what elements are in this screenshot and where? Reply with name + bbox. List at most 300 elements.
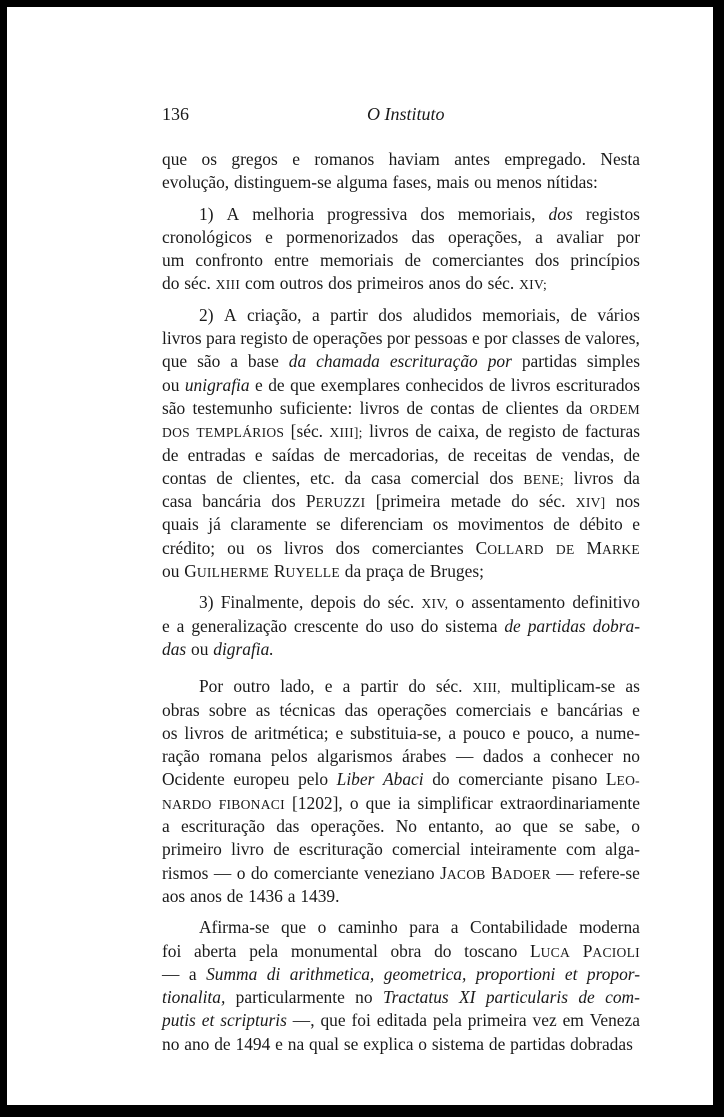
word: distinguem-se (233, 172, 332, 193)
word: vez (532, 1010, 557, 1031)
word: cronológicos (162, 226, 252, 247)
word: débito (579, 514, 623, 535)
text-line (162, 862, 640, 885)
word: comercial (410, 467, 480, 488)
word: nítidas: (546, 172, 598, 193)
word: caixa, (438, 421, 480, 442)
word: escrituração (389, 351, 478, 372)
word: do (250, 862, 269, 883)
word: na (287, 1033, 305, 1054)
word: A (226, 203, 240, 224)
word: partidas (527, 615, 586, 636)
word: GUILHERME (184, 561, 270, 582)
word: XIV, (421, 596, 449, 612)
word: aos (162, 885, 186, 906)
word: aberta (194, 940, 237, 961)
word: depois (310, 592, 356, 613)
word: de (292, 328, 309, 349)
text-line (162, 397, 640, 420)
word: PERUZZI (305, 491, 366, 512)
word: do (432, 769, 450, 790)
word: do (363, 592, 381, 613)
word: primeiros (357, 273, 424, 294)
word: Bruges; (429, 561, 484, 582)
word: veneziano (364, 862, 435, 883)
word: bancárias (557, 699, 623, 720)
word: haviam (388, 149, 440, 169)
word: DOS (162, 425, 190, 441)
word: partidas (521, 351, 577, 372)
word: outro (233, 676, 271, 697)
word: por (487, 351, 512, 372)
word: a (580, 722, 589, 743)
word: 1439. (300, 885, 340, 906)
word: di (266, 963, 281, 984)
word: gregos (231, 149, 278, 169)
word: metade (450, 491, 501, 512)
word: a (230, 351, 238, 372)
word: [1202], (292, 792, 343, 813)
word: dos (548, 203, 573, 224)
text-line (162, 722, 640, 745)
word: Contabilidade (469, 917, 568, 938)
word: primeira (467, 1010, 527, 1031)
word: séc. (538, 491, 566, 512)
word: de (273, 839, 290, 860)
word: caminho (337, 917, 398, 938)
word: No (395, 816, 417, 837)
word: romana (209, 746, 262, 767)
word: definitivo (572, 592, 640, 613)
word: XIII]; (329, 425, 363, 441)
text-line (162, 675, 640, 698)
word: XIII (215, 277, 241, 293)
word: da (565, 397, 583, 418)
word: uso (389, 615, 414, 636)
word: de (578, 987, 595, 1008)
word: multiplicam-se (510, 676, 616, 697)
word: particularmente (235, 987, 345, 1008)
word: vários (597, 304, 640, 325)
word: o (349, 792, 359, 813)
word: 3) (199, 592, 214, 613)
word: aritmética; (254, 722, 329, 743)
text-line (162, 963, 640, 986)
word: árabes (402, 746, 447, 767)
word: operações. (310, 816, 385, 837)
text-line (162, 745, 640, 768)
word: aludidos (412, 304, 472, 325)
word: sobre (208, 699, 247, 720)
word: de (570, 304, 587, 325)
word: chamada (316, 351, 380, 372)
word: livros (184, 722, 224, 743)
word: que (365, 792, 391, 813)
word: JACOB (440, 862, 486, 883)
word: ou (191, 638, 209, 659)
word: entanto, (428, 816, 484, 837)
word: pisano (551, 769, 598, 790)
word: de (535, 444, 553, 465)
text-line (162, 203, 640, 226)
word: são (197, 351, 221, 372)
word: 2) (199, 304, 214, 325)
page-number: 136 (162, 104, 189, 124)
word: XIII, (472, 680, 501, 696)
word: livros (573, 467, 614, 488)
word: com- (605, 987, 640, 1008)
word: classes (511, 328, 561, 349)
word: registos (585, 203, 640, 224)
word: simplificar (417, 792, 493, 813)
word: e (162, 615, 170, 636)
word: o (455, 592, 465, 613)
text-line (162, 490, 640, 513)
word: — (162, 963, 180, 984)
word: receitas (473, 444, 527, 465)
word: foi (351, 1010, 371, 1031)
word: dos (378, 304, 403, 325)
word: das (276, 816, 300, 837)
word: livros (162, 328, 202, 349)
word: as (625, 676, 640, 697)
word: simples (586, 351, 640, 372)
word: pouco (462, 722, 506, 743)
word: da (344, 561, 362, 582)
text-line (162, 148, 640, 171)
word: memoriais (320, 250, 394, 271)
word: comerciante (458, 769, 544, 790)
word: comerciantes (432, 250, 524, 271)
word: de (404, 250, 422, 271)
word: refere-se (579, 862, 640, 883)
text-line (162, 885, 640, 908)
word: do (162, 273, 180, 294)
word: de (485, 421, 502, 442)
word: com (565, 839, 596, 860)
word: o (236, 862, 246, 883)
word: nume- (595, 722, 640, 743)
word: e (255, 374, 263, 395)
word: rismos (162, 862, 209, 883)
word: XIV; (519, 277, 548, 293)
word: escrituração (180, 816, 265, 837)
word: memoriais, (457, 203, 536, 224)
word: antes (454, 149, 490, 169)
word: para (206, 328, 236, 349)
text-line (162, 1009, 640, 1032)
word: e (324, 676, 333, 697)
word: a (342, 676, 351, 697)
word: entre (274, 250, 309, 271)
word: que (522, 816, 548, 837)
text-line (162, 940, 640, 963)
text-line (162, 768, 640, 791)
text-line (162, 916, 640, 939)
word: pelos (270, 746, 308, 767)
word: claramente (230, 514, 307, 535)
word: que (162, 149, 188, 169)
word: ia (397, 792, 411, 813)
text-line (162, 699, 640, 722)
word: scripturis (220, 1010, 287, 1031)
word: pouco, (527, 722, 574, 743)
text-line (162, 1033, 640, 1056)
word: casa (370, 467, 401, 488)
word: livros (359, 397, 400, 418)
word: clientes (505, 397, 559, 418)
text-line (162, 327, 640, 350)
word: quais (162, 514, 199, 535)
word: 1) (199, 203, 214, 224)
word: de (214, 1033, 231, 1054)
word: propor- (586, 963, 640, 984)
word: o (418, 1033, 427, 1054)
word: do (511, 491, 529, 512)
page-header (162, 104, 640, 128)
word: clientes, (242, 467, 301, 488)
word: Summa (206, 963, 258, 984)
word: 1436 (248, 885, 283, 906)
word: do (420, 615, 439, 636)
word: a (533, 746, 541, 767)
word: escrituração (298, 839, 383, 860)
word: [séc. (290, 421, 324, 442)
word: no (355, 987, 373, 1008)
word: dos (420, 203, 445, 224)
word: pelo (298, 769, 329, 790)
word: do (365, 615, 383, 636)
word: europeu (233, 769, 290, 790)
body-text (162, 148, 640, 1064)
word: da (623, 467, 640, 488)
word: se (559, 816, 574, 837)
word: dobradas (570, 1033, 633, 1054)
word: moderna (579, 917, 640, 938)
word: dobra- (592, 615, 640, 636)
word: assentamento (471, 592, 566, 613)
word: contas (430, 397, 475, 418)
word: Nesta (600, 149, 640, 169)
word: nos (615, 491, 640, 512)
word: Abaci (383, 769, 424, 790)
word: que (281, 917, 307, 938)
word: FIBONACI (218, 796, 285, 812)
word: tionalita, (162, 987, 226, 1008)
word: contas (162, 467, 207, 488)
word: já (208, 514, 221, 535)
word: livro (231, 839, 264, 860)
word: de (216, 467, 233, 488)
word: das (162, 638, 187, 659)
word: de (488, 1033, 506, 1054)
paragraph (162, 304, 640, 584)
word: praça (366, 561, 404, 582)
word: pela (249, 940, 279, 961)
word: testemunho (192, 397, 273, 418)
word: particularis (485, 987, 568, 1008)
text-line (162, 304, 640, 327)
word: que (162, 351, 188, 372)
text-line (162, 838, 640, 861)
word: os (201, 149, 217, 169)
word: do (434, 940, 452, 961)
word: operações, (448, 226, 522, 247)
word: de (447, 444, 465, 465)
word: geometrica, (383, 963, 467, 984)
word: sistema (431, 1033, 485, 1054)
word: registo (240, 328, 288, 349)
paragraph (162, 916, 640, 1056)
word: a (311, 304, 320, 325)
word: a (162, 816, 170, 837)
word: e (265, 226, 273, 247)
word: dos (328, 273, 353, 294)
word: explica (363, 1033, 414, 1054)
word: LUCA (529, 940, 571, 961)
word: monumental (290, 940, 378, 961)
word: vendas, (561, 444, 615, 465)
word: partidas (510, 1033, 566, 1054)
word: no (622, 746, 640, 767)
text-line (162, 513, 640, 536)
word: séc. (387, 592, 415, 613)
word: a (176, 615, 185, 636)
word: e (632, 699, 640, 720)
word: se (343, 1033, 359, 1054)
word: de (562, 421, 579, 442)
word: confronto (195, 250, 263, 271)
word: putis (162, 1010, 196, 1031)
text-line (162, 467, 640, 490)
word: [primeira (375, 491, 441, 512)
word: de (226, 885, 244, 906)
word: alguma (336, 172, 388, 193)
word: pormenorizados (286, 226, 399, 247)
word: as (255, 699, 271, 720)
word: TEMPLÁRIOS (196, 425, 285, 441)
word: casa (162, 491, 192, 512)
text-line (162, 420, 640, 443)
word: toscano (464, 940, 518, 961)
text-line (162, 249, 640, 272)
word: — (556, 862, 574, 883)
word: generalização (191, 615, 287, 636)
word: ou (162, 561, 180, 582)
word: e (254, 444, 263, 465)
word: de (268, 374, 285, 395)
word: movimentos (457, 514, 544, 535)
word: de (623, 444, 640, 465)
word: dos (489, 467, 514, 488)
word: e (292, 149, 300, 169)
word: Por (199, 676, 224, 697)
word: criação, (246, 304, 302, 325)
word: ano (184, 1033, 210, 1054)
word: base (247, 351, 279, 372)
word: e (512, 722, 521, 743)
word: princípios (570, 250, 640, 271)
word: memoriais, (482, 304, 561, 325)
word: a (450, 917, 459, 938)
word: por (386, 328, 411, 349)
text-line (162, 226, 640, 249)
word: conhecidos (405, 374, 484, 395)
word: livros (510, 374, 551, 395)
word: de (564, 328, 581, 349)
word: de (415, 421, 432, 442)
word: entradas (187, 444, 246, 465)
word: da (288, 351, 307, 372)
word: exemplares (320, 374, 400, 395)
word: se (316, 514, 331, 535)
word: ORDEM (589, 401, 640, 417)
word: outros (279, 273, 324, 294)
word: comerciantes (371, 537, 464, 558)
text-line (162, 560, 640, 583)
word: extraordinariamente (499, 792, 640, 813)
word: e (540, 699, 549, 720)
word: Finalmente, (220, 592, 304, 613)
word: RUYELLE (273, 561, 340, 582)
word: séc. (487, 273, 515, 294)
word: operações (312, 328, 383, 349)
word: séc. (435, 676, 463, 697)
word: dados (482, 746, 524, 767)
word: melhoria (252, 203, 315, 224)
word: livros (284, 537, 324, 558)
word: mais (436, 172, 470, 193)
word: — (213, 862, 232, 883)
text-line (162, 615, 640, 638)
word: et (564, 963, 578, 984)
word: NARDO (162, 796, 212, 812)
word: MARKE (586, 537, 640, 558)
word: de (553, 514, 570, 535)
word: da (344, 467, 362, 488)
word: alga- (605, 839, 640, 860)
word: inteiramente (469, 839, 557, 860)
word: bancária (202, 491, 262, 512)
word: que (290, 374, 316, 395)
word: evolução, (162, 172, 230, 193)
word: com (244, 273, 275, 294)
word: no (162, 1033, 180, 1054)
word: proportioni (475, 963, 556, 984)
word: de (162, 444, 179, 465)
word: fases, (392, 172, 432, 193)
word: qual (309, 1033, 339, 1054)
word: saídas (271, 444, 315, 465)
word: XIV] (575, 495, 606, 511)
text-line (162, 638, 640, 661)
word: DE (555, 541, 575, 557)
word: primeiro (162, 839, 222, 860)
word: comerciais (455, 699, 532, 720)
word: técnicas (279, 699, 336, 720)
word: por (484, 328, 508, 349)
word: 1494 (235, 1033, 271, 1054)
word: menos (496, 172, 542, 193)
word: crescente (293, 615, 359, 636)
word: lado, (280, 676, 315, 697)
word: e (275, 1033, 283, 1054)
word: COLLARD (475, 537, 544, 558)
page (7, 7, 713, 1105)
word: Ocidente (162, 769, 225, 790)
word: foi (162, 940, 182, 961)
word: anos (190, 885, 222, 906)
